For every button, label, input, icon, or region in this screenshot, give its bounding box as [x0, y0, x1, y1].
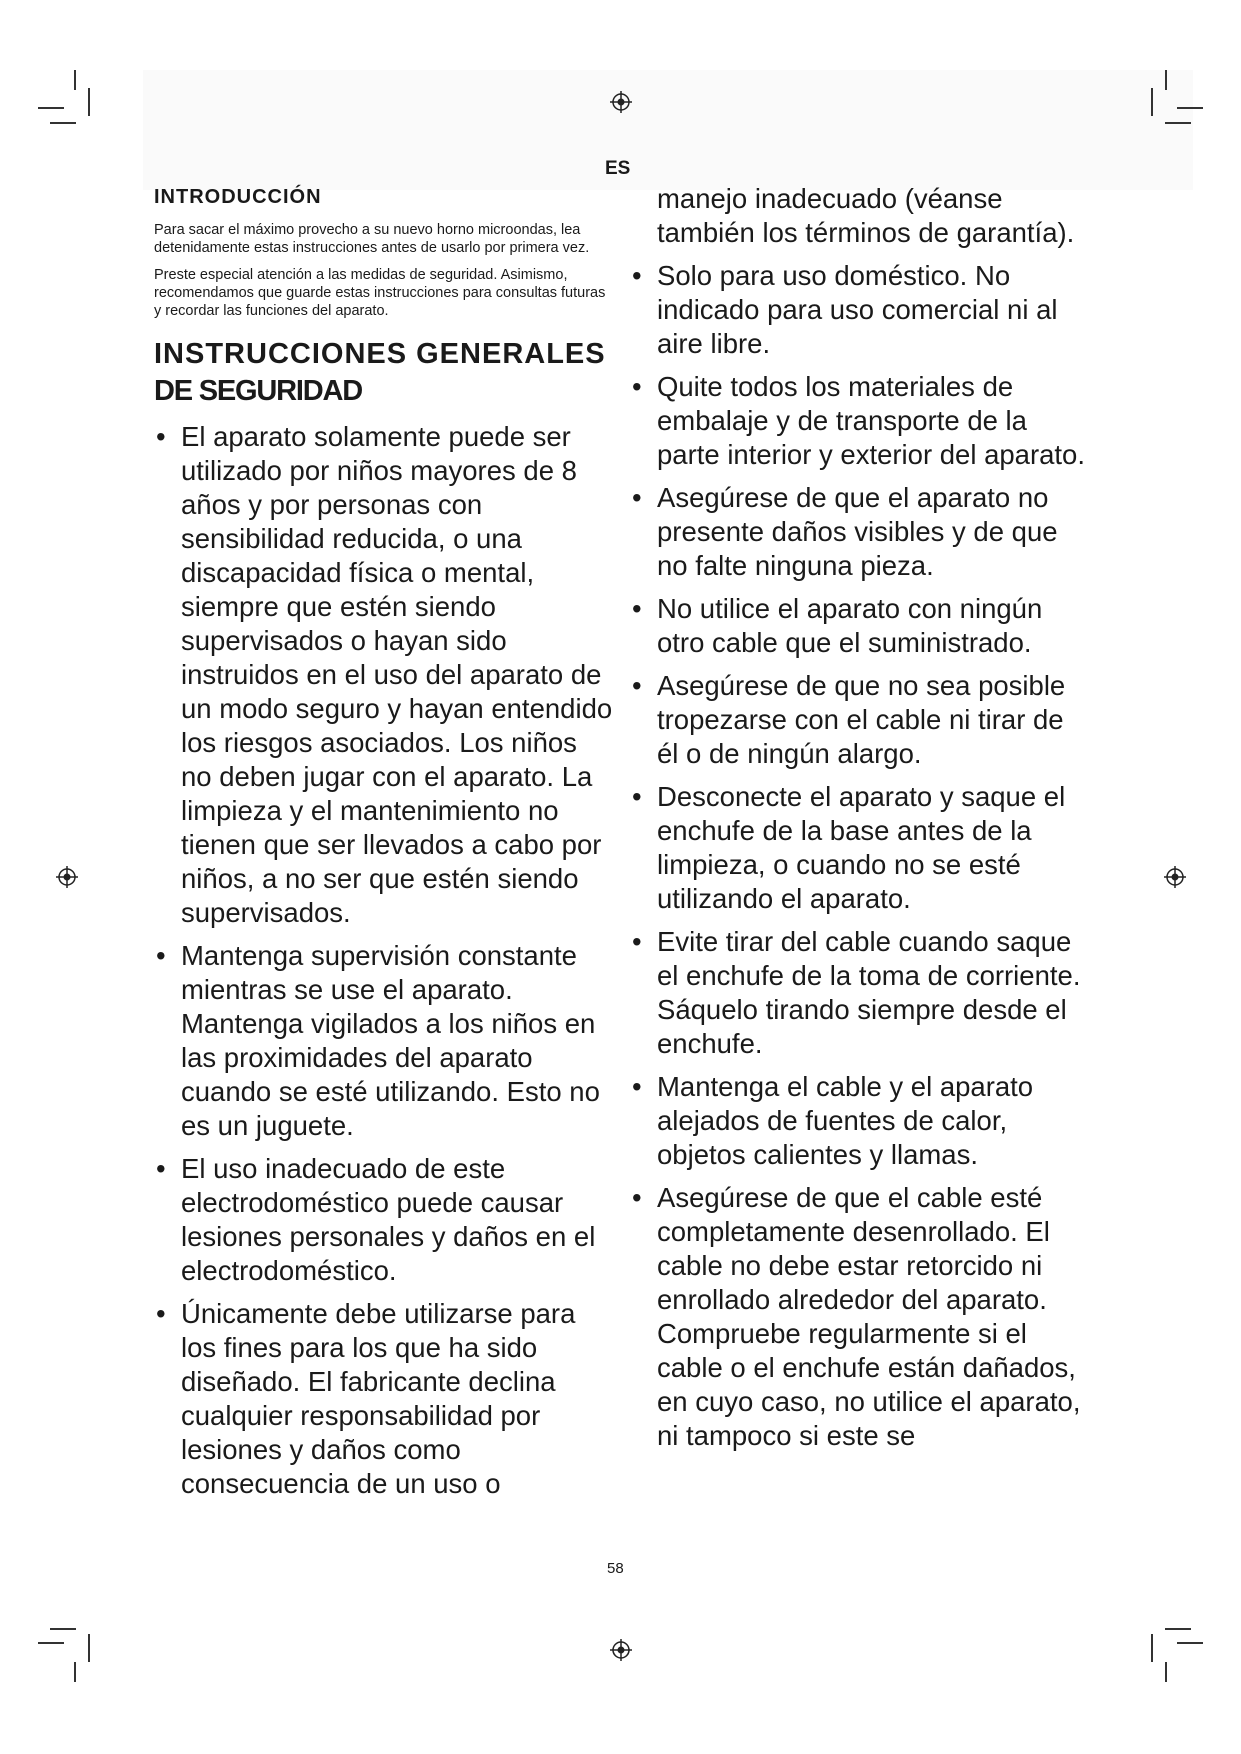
crop-mark	[1151, 88, 1153, 116]
crop-mark	[38, 1642, 64, 1644]
crop-mark	[38, 107, 64, 109]
list-item: • Desconecte el aparato y saque el enchufe de la base antes de la limpieza, o cuando no se esté utilizando el aparato.	[630, 780, 1085, 916]
list-item: • Mantenga supervisión constante mientras se use el aparato. Mantenga vigilados a los niños en las proximidades del aparato cuando se esté utilizando. Esto no es un juguete.	[154, 939, 614, 1143]
registration-mark-icon	[55, 865, 79, 889]
registration-mark-icon	[609, 1638, 633, 1662]
crop-mark	[1177, 107, 1203, 109]
registration-mark-icon	[609, 90, 633, 114]
crop-mark	[1165, 1662, 1167, 1682]
list-item-continuation: manejo inadecuado (véanse también los términos de garantía).	[657, 183, 1075, 248]
safety-title	[154, 336, 614, 410]
list-item: • Evite tirar del cable cuando saque el enchufe de la toma de corriente. Sáquelo tirando siempre desde el enchufe.	[630, 925, 1085, 1061]
list-item: • Asegúrese de que no sea posible tropezarse con el cable ni tirar de él o de ningún alargo.	[630, 669, 1085, 771]
right-column	[630, 182, 1085, 1462]
list-item: • El aparato solamente puede ser utilizado por niños mayores de 8 años y por personas con sensibilidad reducida, o una discapacidad física o mental, siempre que estén siendo supervisados o hayan sido instruidos en el uso del aparato de un modo seguro y hayan entendido los riesgos asociados. Los niños no deben jugar con el aparato. La limpieza y el mantenimiento no tienen que ser llevados a cabo por niños, a no ser que estén siendo supervisados.	[154, 420, 614, 930]
intro-title: INTRODUCCIÓN	[154, 186, 322, 208]
intro-paragraph: Para sacar el máximo provecho a su nuevo horno microondas, lea detenidamente estas instrucciones antes de usarlo por primera vez.	[154, 222, 590, 256]
crop-mark	[50, 122, 76, 124]
list-item: • No utilice el aparato con ningún otro cable que el suministrado.	[630, 592, 1085, 660]
crop-mark	[1177, 1642, 1203, 1644]
header-band	[143, 70, 1193, 190]
crop-mark	[1165, 1628, 1191, 1630]
list-item: • Únicamente debe utilizarse para los fines para los que ha sido diseñado. El fabricante declina cualquier responsabilidad por lesiones y daños como consecuencia de un uso o	[154, 1297, 614, 1501]
language-label: ES	[605, 158, 631, 179]
list-item: • Asegúrese de que el aparato no presente daños visibles y de que no falte ninguna pieza.	[630, 481, 1085, 583]
crop-mark	[74, 70, 76, 90]
crop-mark	[1165, 122, 1191, 124]
crop-mark	[50, 1628, 76, 1630]
crop-mark	[1151, 1634, 1153, 1662]
registration-mark-icon	[1163, 865, 1187, 889]
list-item: • Mantenga el cable y el aparato alejados de fuentes de calor, objetos calientes y llamas.	[630, 1070, 1085, 1172]
crop-mark	[88, 1634, 90, 1662]
intro-paragraph: Preste especial atención a las medidas de seguridad. Asimismo, recomendamos que guarde estas instrucciones para consultas futuras y recordar las funciones del aparato.	[154, 267, 606, 319]
list-item: • Solo para uso doméstico. No indicado para uso comercial ni al aire libre.	[630, 259, 1085, 361]
safety-title-line1: INSTRUCCIONES GENERALES	[154, 338, 606, 370]
safety-list-right	[630, 259, 1085, 1453]
left-column	[154, 186, 614, 1510]
safety-title-line2: DE SEGURIDAD	[154, 375, 362, 407]
crop-mark	[74, 1662, 76, 1682]
crop-mark	[88, 88, 90, 116]
page-number: 58	[607, 1560, 624, 1577]
safety-list-left	[154, 420, 614, 1501]
crop-mark	[1165, 70, 1167, 90]
list-item: • Asegúrese de que el cable esté completamente desenrollado. El cable no debe estar retorcido ni enrollado alrededor del aparato. Compruebe regularmente si el cable o el enchufe están dañados, en cuyo caso, no utilice el aparato, ni tampoco si este se	[630, 1181, 1085, 1453]
list-item: • Quite todos los materiales de embalaje y de transporte de la parte interior y exterior del aparato.	[630, 370, 1085, 472]
list-item: • El uso inadecuado de este electrodoméstico puede causar lesiones personales y daños en el electrodoméstico.	[154, 1152, 614, 1288]
